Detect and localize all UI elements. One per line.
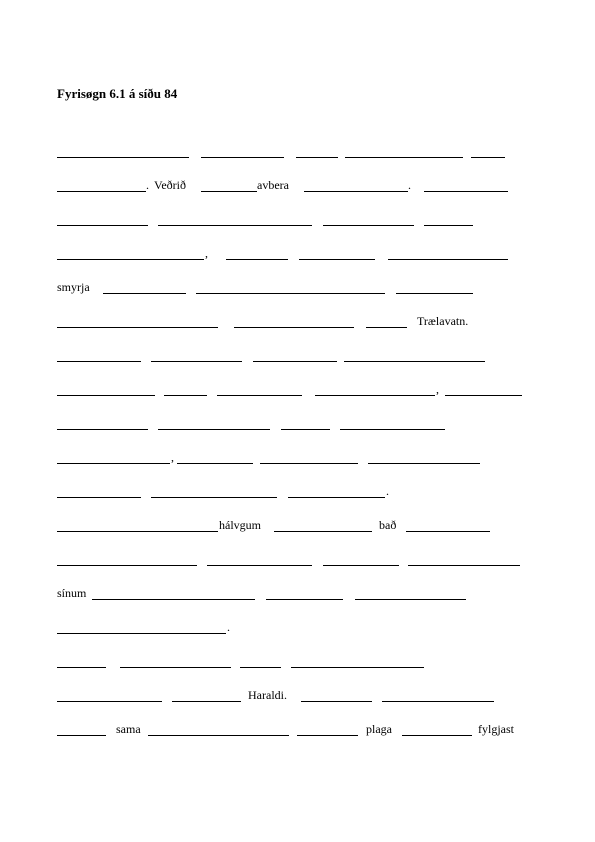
fill-blank[interactable] (291, 667, 424, 668)
exercise-title: Fyrisøgn 6.1 á síðu 84 (57, 86, 178, 101)
fill-blank[interactable] (382, 701, 494, 702)
fill-blank[interactable] (424, 225, 473, 226)
exercise-line-1 (0, 142, 595, 162)
word-vedrid: Veðrið (154, 178, 186, 192)
fill-blank[interactable] (57, 395, 155, 396)
fill-blank[interactable] (445, 395, 522, 396)
word-bad: bað (379, 518, 397, 532)
fill-blank[interactable] (57, 701, 162, 702)
fill-blank[interactable] (234, 327, 354, 328)
exercise-line-10 (0, 448, 595, 468)
fill-blank[interactable] (158, 225, 312, 226)
exercise-line-2 (0, 176, 595, 196)
fill-blank[interactable] (274, 531, 372, 532)
exercise-line-11 (0, 482, 595, 502)
exercise-line-17 (0, 686, 595, 706)
fill-blank[interactable] (172, 701, 241, 702)
exercise-line-5 (0, 278, 595, 298)
exercise-line-8 (0, 380, 595, 400)
fill-blank[interactable] (57, 259, 204, 260)
fill-blank[interactable] (57, 191, 146, 192)
punct-comma: , (205, 246, 208, 260)
fill-blank[interactable] (297, 735, 358, 736)
fill-blank[interactable] (288, 497, 385, 498)
fill-blank[interactable] (57, 361, 141, 362)
fill-blank[interactable] (120, 667, 231, 668)
fill-blank[interactable] (57, 463, 170, 464)
exercise-line-14 (0, 584, 595, 604)
fill-blank[interactable] (57, 497, 141, 498)
word-smyrja: smyrja (57, 280, 90, 294)
fill-blank[interactable] (57, 531, 218, 532)
fill-blank[interactable] (196, 293, 385, 294)
word-halvgum: hálvgum (219, 518, 261, 532)
word-sinum: sínum (57, 586, 87, 600)
exercise-line-7 (0, 346, 595, 366)
exercise-line-9 (0, 414, 595, 434)
exercise-line-16 (0, 652, 595, 672)
punct-comma: , (171, 450, 174, 464)
fill-blank[interactable] (57, 633, 226, 634)
fill-blank[interactable] (406, 531, 490, 532)
fill-blank[interactable] (471, 157, 505, 158)
fill-blank[interactable] (299, 259, 375, 260)
exercise-line-6 (0, 312, 595, 332)
punct-period: . (227, 620, 230, 634)
punct-period: . (386, 484, 389, 498)
fill-blank[interactable] (57, 735, 106, 736)
fill-blank[interactable] (226, 259, 288, 260)
word-plaga: plaga (366, 722, 392, 736)
exercise-line-15 (0, 618, 595, 638)
exercise-line-12 (0, 516, 595, 536)
fill-blank[interactable] (301, 701, 372, 702)
fill-blank[interactable] (260, 463, 358, 464)
word-avbera: avbera (257, 178, 289, 192)
word-traelavatn: Trælavatn. (417, 314, 469, 328)
punct-comma: , (436, 382, 439, 396)
fill-blank[interactable] (253, 361, 337, 362)
word-sama: sama (116, 722, 141, 736)
fill-blank[interactable] (57, 667, 106, 668)
fill-blank[interactable] (151, 497, 277, 498)
punct-period: . (146, 178, 149, 192)
exercise-line-3 (0, 210, 595, 230)
fill-blank[interactable] (158, 429, 270, 430)
fill-blank[interactable] (296, 157, 338, 158)
fill-blank[interactable] (344, 361, 485, 362)
fill-blank[interactable] (92, 599, 255, 600)
fill-blank[interactable] (281, 429, 330, 430)
word-fylgjast: fylgjast (478, 722, 514, 736)
fill-blank[interactable] (345, 157, 463, 158)
fill-blank[interactable] (201, 191, 257, 192)
fill-blank[interactable] (424, 191, 508, 192)
word-haraldi: Haraldi. (248, 688, 287, 702)
fill-blank[interactable] (151, 361, 242, 362)
fill-blank[interactable] (340, 429, 445, 430)
fill-blank[interactable] (368, 463, 480, 464)
exercise-line-18 (0, 720, 595, 740)
fill-blank[interactable] (408, 565, 520, 566)
fill-blank[interactable] (323, 225, 414, 226)
fill-blank[interactable] (266, 599, 343, 600)
fill-blank[interactable] (103, 293, 186, 294)
exercise-line-4 (0, 244, 595, 264)
fill-blank[interactable] (207, 565, 312, 566)
fill-blank[interactable] (366, 327, 407, 328)
fill-blank[interactable] (164, 395, 207, 396)
punct-period: . (408, 178, 411, 192)
fill-blank[interactable] (201, 157, 284, 158)
fill-blank[interactable] (396, 293, 473, 294)
fill-blank[interactable] (315, 395, 435, 396)
fill-blank[interactable] (402, 735, 472, 736)
exercise-line-13 (0, 550, 595, 570)
fill-blank[interactable] (57, 157, 189, 158)
fill-blank[interactable] (304, 191, 408, 192)
fill-blank[interactable] (148, 735, 289, 736)
fill-blank[interactable] (217, 395, 302, 396)
fill-blank[interactable] (388, 259, 508, 260)
fill-blank[interactable] (240, 667, 281, 668)
fill-blank[interactable] (355, 599, 466, 600)
fill-blank[interactable] (57, 327, 218, 328)
fill-blank[interactable] (57, 429, 148, 430)
fill-blank[interactable] (57, 565, 197, 566)
fill-blank[interactable] (57, 225, 148, 226)
fill-blank[interactable] (177, 463, 253, 464)
fill-blank[interactable] (323, 565, 399, 566)
